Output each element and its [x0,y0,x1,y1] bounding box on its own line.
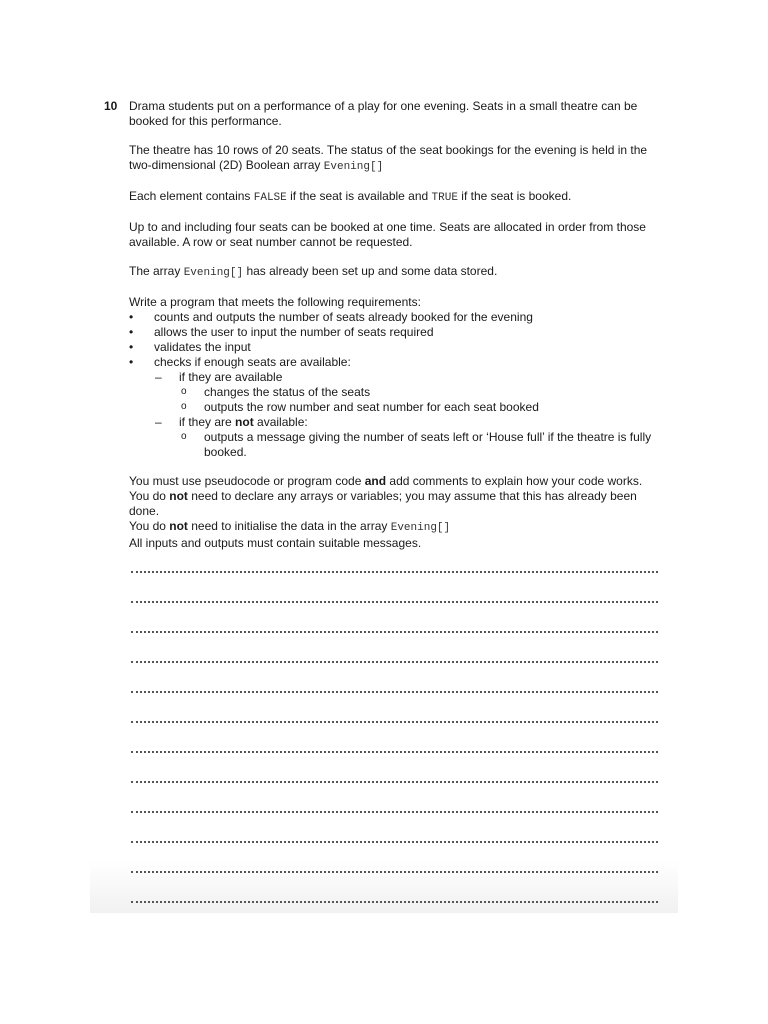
instruction-text: need to declare any arrays or variables; you may assume that this has already been done. [129,489,637,518]
array-name-code: Evening[] [183,267,244,279]
answer-line[interactable] [131,751,658,753]
available-item: o outputs the row number and seat number for each seat booked [179,400,661,415]
element-text-mid: if the seat is available and [286,189,432,203]
array-name-code: Evening[] [390,522,451,534]
element-text-post: if the seat is booked. [457,189,572,203]
not-available-bold: not [235,415,254,429]
requirements-heading: Write a program that meets the following requirements: [129,295,421,309]
theatre-paragraph [129,143,661,175]
requirement-item: • validates the input [129,340,661,355]
array-setup-paragraph [129,264,661,281]
available-case [154,370,661,415]
instruction-text: You must use pseudocode or program code [129,474,365,488]
instruction-line [129,489,661,519]
instruction-line [129,474,661,489]
question-number: 10 [104,99,118,113]
instruction-bold: and [364,474,387,488]
instruction-bold: not [169,519,188,533]
allocation-paragraph: Up to and including four seats can be booked at one time. Seats are allocated in order from those available. A row or seat number cannot be requested. [129,220,646,249]
available-items [179,385,661,415]
answer-line[interactable] [131,631,658,633]
element-paragraph [129,189,661,206]
requirement-item: • counts and outputs the number of seats already booked for the evening [129,310,661,325]
not-available-item: o outputs a message giving the number of seats left or ‘House full’ if the theatre is fully booked. [179,430,661,460]
available-label: if they are available [179,370,283,384]
true-code: TRUE [431,192,458,204]
instruction-bold: not [169,489,188,503]
answer-line[interactable] [131,661,658,663]
element-text-pre: Each element contains [129,189,254,203]
answer-line[interactable] [131,601,658,603]
question-body [129,99,661,551]
not-available-post: available: [253,415,308,429]
availability-list [154,370,661,460]
false-code: FALSE [253,192,287,204]
answer-line[interactable] [131,841,658,843]
requirement-item-text: checks if enough seats are available: [154,355,351,369]
requirements-list [129,310,661,460]
not-available-pre: if they are [179,415,236,429]
intro-paragraph: Drama students put on a performance of a play for one evening. Seats in a small theatre can be booked for this performance. [129,99,638,128]
answer-line[interactable] [131,571,658,573]
answer-line[interactable] [131,691,658,693]
not-available-case [154,415,661,460]
requirement-item [129,355,661,460]
answer-line[interactable] [131,811,658,813]
answer-line[interactable] [131,721,658,723]
array-name-code: Evening[] [323,161,384,173]
answer-line[interactable] [131,781,658,783]
not-available-items [179,430,661,460]
instruction-line: All inputs and outputs must contain suitable messages. [129,536,422,550]
array-setup-post: has already been set up and some data stored. [243,264,498,278]
available-item: o changes the status of the seats [179,385,661,400]
instruction-text: add comments to explain how your code works. [386,474,643,488]
instruction-text: need to initialise the data in the array [187,519,391,533]
instruction-text: You do [129,489,170,503]
requirement-item: • allows the user to input the number of seats required [129,325,661,340]
answer-area[interactable] [131,571,658,931]
array-setup-pre: The array [129,264,184,278]
instruction-line [129,519,661,536]
instruction-text: You do [129,519,170,533]
answer-line[interactable] [131,901,658,903]
answer-line[interactable] [131,871,658,873]
theatre-text: The theatre has 10 rows of 20 seats. The status of the seat bookings for the evening is held in the two-dimensional (2D) Boolean array [129,143,648,172]
